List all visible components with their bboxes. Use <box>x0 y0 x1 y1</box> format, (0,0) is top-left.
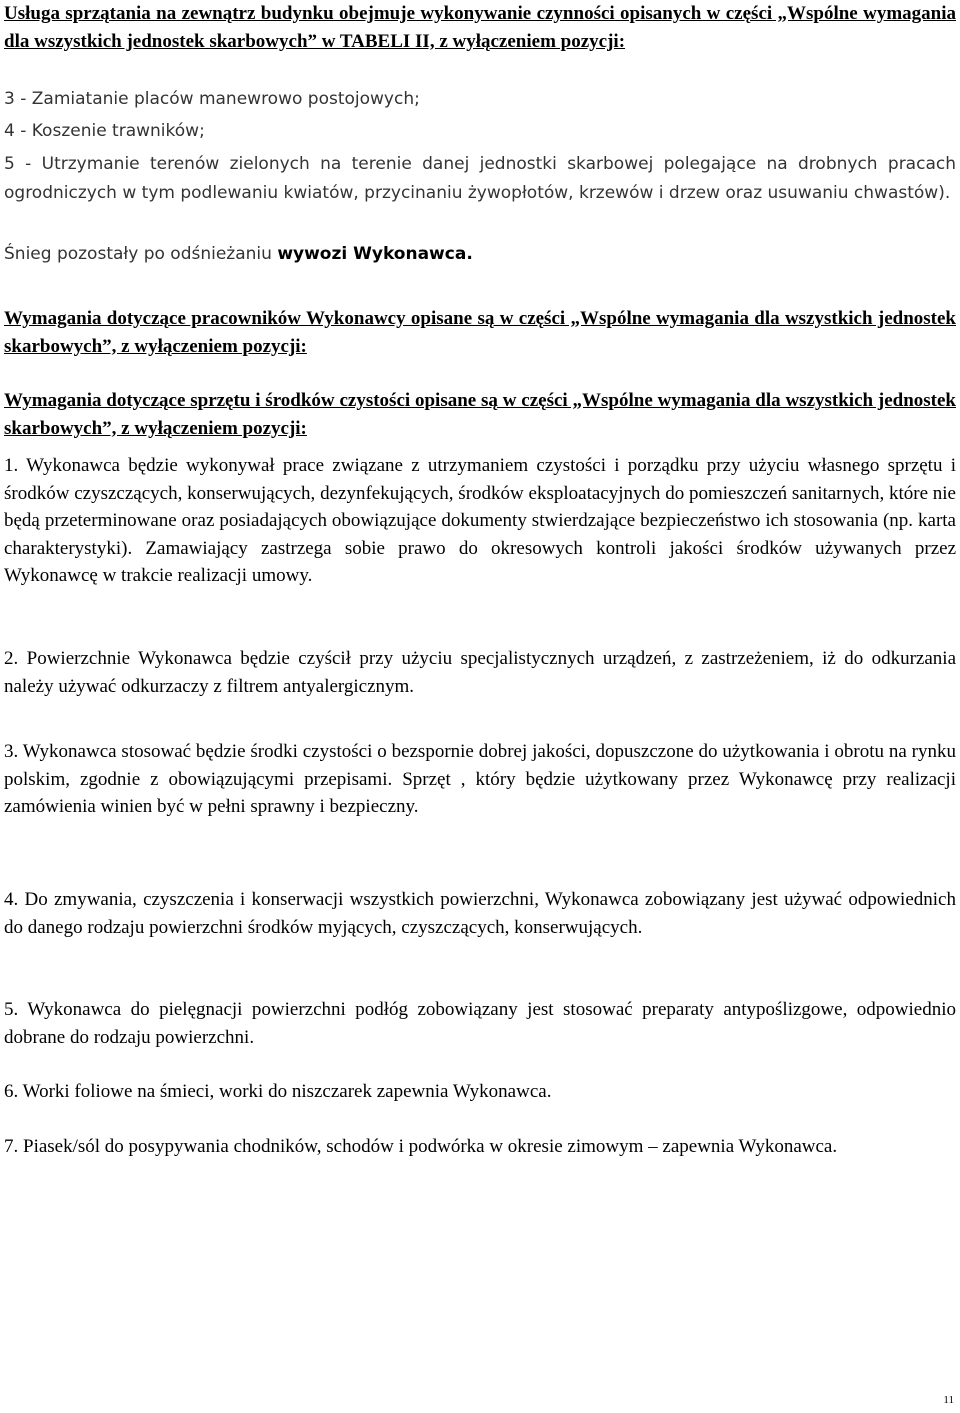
staff-requirements: Wymagania dotyczące pracowników Wykonawcy opisane są w części „Wspólne wymagania dla wszystkich jednostek skarbowych”, z wyłączeniem pozycji: <box>4 308 956 357</box>
requirement-point-7: 7. Piasek/sól do posypywania chodników, schodów i podwórka w okresie zimowym – zapewnia Wykonawca. <box>4 1136 838 1157</box>
requirement-point-4: 4. Do zmywania, czyszczenia i konserwacji wszystkich powierzchni, Wykonawca zobowiązany jest używać odpowiednich do danego rodzaju powierzchni środków myjących, czyszczących, konserwujących. <box>4 889 956 938</box>
requirement-point-6: 6. Worki foliowe na śmieci, worki do niszczarek zapewnia Wykonawca. <box>4 1081 552 1102</box>
requirement-point-2: 2. Powierzchnie Wykonawca będzie czyścił przy użyciu specjalistycznych urządzeń, z zastrzeżeniem, iż do odkurzania należy używać odkurzaczy z filtrem antyalergicznym. <box>4 648 956 697</box>
snow-removal-text: Śnieg pozostały po odśnieżaniu <box>4 244 278 264</box>
excluded-item: 4 - Koszenie trawników; <box>4 121 205 141</box>
snow-removal-bold: wywozi Wykonawca. <box>277 244 473 264</box>
page-number: 11 <box>943 1394 954 1406</box>
excluded-item: 3 - Zamiatanie placów manewrowo postojowych; <box>4 89 420 109</box>
excluded-item: 5 - Utrzymanie terenów zielonych na terenie danej jednostki skarbowej polegające na drobnych pracach ogrodniczych w tym podlewaniu kwiatów, przycinaniu żywopłotów, krzewów i drzew oraz usuwaniu chwastów). <box>4 154 956 203</box>
equipment-requirements: Wymagania dotyczące sprzętu i środków czystości opisane są w części „Wspólne wymagania dla wszystkich jednostek skarbowych”, z wyłączeniem pozycji: <box>4 390 956 439</box>
requirement-point-5: 5. Wykonawca do pielęgnacji powierzchni podłóg zobowiązany jest stosować preparaty antypoślizgowe, odpowiednio dobrane do rodzaju powierzchni. <box>4 999 956 1048</box>
requirement-point-1: 1. Wykonawca będzie wykonywał prace związane z utrzymaniem czystości i porządku przy użyciu własnego sprzętu i środków czyszczących, konserwujących, dezynfekujących, środków eksploatacyjnych do pomieszczeń sanitarnych, które nie będą przeterminowane oraz posiadających obowiązujące dokumenty stwierdzające bezpieczeństwo ich stosowania (np. karta charakterystyki). Zamawiający zastrzega sobie prawo do okresowych kontroli jakości środków używanych przez Wykonawcę w trakcie realizacji umowy. <box>4 455 956 586</box>
snow-removal-note <box>4 241 956 269</box>
requirement-point-3: 3. Wykonawca stosować będzie środki czystości o bezspornie dobrej jakości, dopuszczone do użytkowania i obrotu na rynku polskim, zgodnie z obowiązującymi przepisami. Sprzęt , który będzie użytkowany przez Wykonawcę przy realizacji zamówienia winien być w pełni sprawny i bezpieczny. <box>4 741 956 817</box>
exterior-service-intro: Usługa sprzątania na zewnątrz budynku obejmuje wykonywanie czynności opisanych w części „Wspólne wymagania dla wszystkich jednostek skarbowych” w TABELI II, z wyłączeniem pozycji: <box>4 3 956 52</box>
